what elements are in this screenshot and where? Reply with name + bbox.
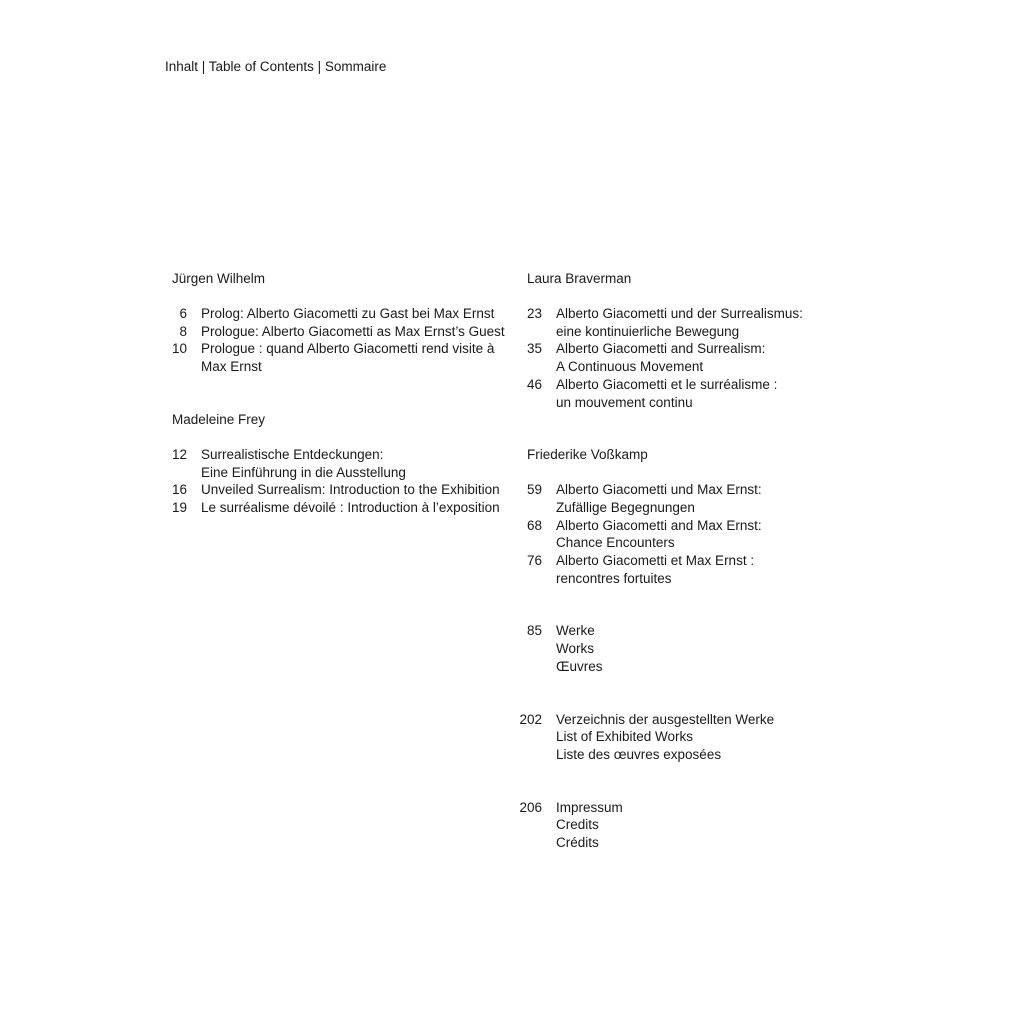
page-number: 10 xyxy=(172,341,188,357)
page-number: 23 xyxy=(526,306,542,321)
entry-title xyxy=(201,305,517,323)
toc-entry[interactable] xyxy=(519,340,839,375)
entry-title-line: Liste des œuvres exposées xyxy=(556,746,722,762)
entry-title-line: Werke xyxy=(556,623,595,639)
entry-title xyxy=(556,622,839,675)
entry-title-line: Verzeichnis der ausgestellten Werke xyxy=(556,711,775,727)
entry-title-line: Unveiled Surrealism: Introduction to the Exhibition xyxy=(201,482,500,498)
toc-section xyxy=(519,446,839,587)
toc-entry[interactable] xyxy=(172,323,517,341)
entry-title-line: Le surréalisme dévoilé : Introduction à l’exposition xyxy=(201,499,500,515)
page-number: 6 xyxy=(179,306,187,321)
entry-title-line: rencontres fortuites xyxy=(556,570,672,586)
toc-entry[interactable] xyxy=(172,499,517,517)
toc-section xyxy=(519,799,839,852)
entry-title-line: Alberto Giacometti et le surréalisme : xyxy=(556,376,778,392)
entry-title-line: Œuvres xyxy=(556,658,603,674)
entry-title xyxy=(556,305,839,340)
author-name: Laura Braverman xyxy=(527,271,632,286)
page-title: Inhalt | Table of Contents | Sommaire xyxy=(165,59,387,74)
page-number: 76 xyxy=(526,553,542,569)
page-number: 12 xyxy=(172,446,188,462)
toc-entry[interactable] xyxy=(519,799,839,852)
entry-title-line: Max Ernst xyxy=(201,359,262,375)
entry-title-line: A Continuous Movement xyxy=(556,359,704,375)
entry-title-line: Alberto Giacometti and Max Ernst: xyxy=(556,517,762,533)
entry-title xyxy=(556,799,839,852)
entry-title xyxy=(556,340,839,375)
entry-title xyxy=(201,340,517,375)
entry-title-line: eine kontinuierliche Bewegung xyxy=(556,323,740,339)
entry-title-line: Prologue: Alberto Giacometti as Max Ernst’s Guest xyxy=(201,323,505,339)
entry-title xyxy=(201,323,517,341)
toc-entry[interactable] xyxy=(519,481,839,516)
toc-entry[interactable] xyxy=(172,305,517,323)
toc-entry[interactable] xyxy=(519,305,839,340)
entry-title-line: Credits xyxy=(556,817,599,833)
author-name: Friederike Voßkamp xyxy=(527,447,648,463)
toc-entry[interactable] xyxy=(172,446,517,481)
page-number: 85 xyxy=(526,623,542,639)
entry-title xyxy=(556,711,839,764)
toc-entry[interactable] xyxy=(172,340,517,375)
toc-entry[interactable] xyxy=(519,517,839,552)
entry-title-line: Prolog: Alberto Giacometti zu Gast bei Max Ernst xyxy=(201,306,495,321)
entry-title-line: Crédits xyxy=(556,835,599,851)
toc-entry[interactable] xyxy=(519,376,839,411)
entry-title-line: Works xyxy=(556,641,595,657)
toc-entry[interactable] xyxy=(519,711,839,764)
entry-title xyxy=(201,499,517,517)
page-number: 59 xyxy=(526,482,542,498)
toc-section xyxy=(519,622,839,675)
toc-entry[interactable] xyxy=(172,481,517,499)
toc-section xyxy=(172,411,517,517)
entry-title-line: Alberto Giacometti und der Surrealismus: xyxy=(556,306,803,321)
page-number: 46 xyxy=(526,376,542,392)
entry-title-line: Prologue : quand Alberto Giacometti rend visite à xyxy=(201,341,495,357)
page-number: 202 xyxy=(519,711,542,727)
entry-title-line: Eine Einführung in die Ausstellung xyxy=(201,464,406,480)
entry-title-line: Surrealistische Entdeckungen: xyxy=(201,446,384,462)
entry-title-line: Alberto Giacometti et Max Ernst : xyxy=(556,553,755,569)
author-name: Jürgen Wilhelm xyxy=(172,271,266,286)
entry-title xyxy=(556,517,839,552)
entry-title xyxy=(556,481,839,516)
toc-section xyxy=(519,270,839,411)
entry-title xyxy=(201,481,517,499)
entry-title-line: Zufällige Begegnungen xyxy=(556,499,695,515)
page-number: 206 xyxy=(519,799,542,815)
toc-right-column xyxy=(519,270,839,852)
entry-title-line: List of Exhibited Works xyxy=(556,729,694,745)
entry-title xyxy=(556,552,839,587)
page-number: 68 xyxy=(526,517,542,533)
toc-left-column xyxy=(172,270,517,517)
entry-title-line: Impressum xyxy=(556,799,623,815)
page-number: 19 xyxy=(172,499,188,515)
page-number: 16 xyxy=(172,482,188,498)
entry-title-line: Chance Encounters xyxy=(556,535,675,551)
toc-section xyxy=(519,711,839,764)
toc-entry[interactable] xyxy=(519,622,839,675)
entry-title xyxy=(201,446,517,481)
entry-title xyxy=(556,376,839,411)
author-name: Madeleine Frey xyxy=(172,411,266,427)
entry-title-line: un mouvement continu xyxy=(556,394,693,410)
page-number: 35 xyxy=(526,341,542,357)
toc-section xyxy=(172,270,517,376)
page-number: 8 xyxy=(179,323,187,339)
toc-entry[interactable] xyxy=(519,552,839,587)
entry-title-line: Alberto Giacometti und Max Ernst: xyxy=(556,482,762,498)
entry-title-line: Alberto Giacometti and Surrealism: xyxy=(556,341,766,357)
